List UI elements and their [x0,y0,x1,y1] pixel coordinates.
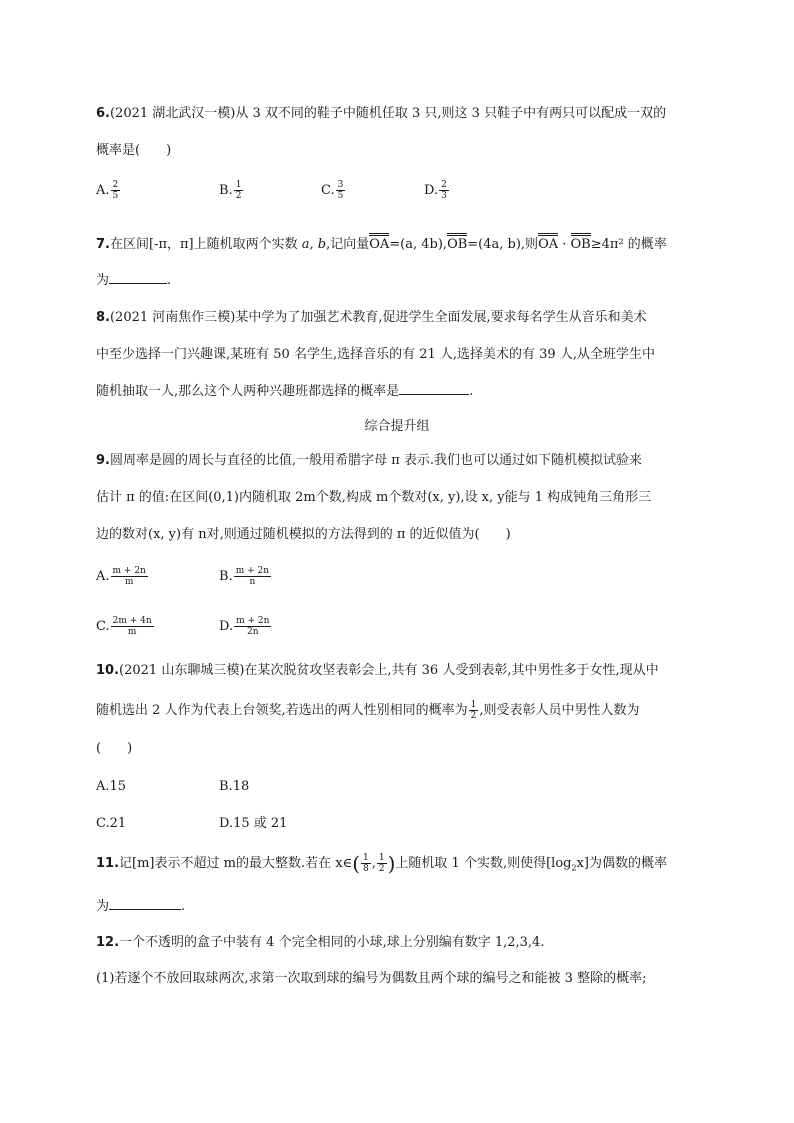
question-number: 10. [96,663,120,678]
question-text: (2021 山东聊城三模)在某次脱贫攻坚表彰会上,共有 36 人受到表彰,其中男性多于女性,现从中 [119,663,659,678]
q9-line3: 边的数对(x, y)有 n对,则通过随机模拟的方法得到的 π 的近似值为( ) [96,527,511,542]
question-text: 为 [96,273,110,288]
question-text: 一个不透明的盒子中装有 4 个完全相同的小球,球上分别编有数字 1,2,3,4. [119,935,545,950]
q8-line1 [96,309,647,327]
question-text: . [181,899,186,914]
section-title: 综合提升组 [364,419,430,434]
option-fraction: $\frac{m + 2n}{m}$ [112,566,146,587]
question-text: 在区间[-π，π]上随机取两个实数 [109,237,298,252]
question-number: 9. [96,453,110,468]
q6-line2: 概率是( ) [96,143,172,158]
q10-option-b [219,778,249,796]
question-text: ,则受表彰人员中男性人数为 [479,703,640,718]
q10-option-a [96,778,126,796]
q7-line2 [96,272,171,290]
q6-option-b [219,180,244,201]
option-label: C. [96,816,110,831]
question-text: 随机选出 2 人作为代表上台领奖,若选出的两人性别相同的概率为 [96,703,468,718]
question-number: 12. [96,935,120,950]
math-variables: a, b [301,237,327,252]
option-fraction: $\frac{m + 2n}{n}$ [235,566,270,587]
q10-line3: ( ) [96,741,133,756]
interval-paren: ( [352,851,360,876]
q9-option-d [219,616,272,637]
q12-line2: (1)若逐个不放回取球两次,求第一次取到球的编号为偶数且两个球的编号之和能被 3 整除的概率; [96,971,647,986]
q10-line2 [96,700,640,721]
question-text: =(4a, b),则 [467,237,539,252]
option-label: A. [96,183,110,198]
q6-line1 [96,105,666,123]
vector-oa: OA [538,233,558,254]
option-label: B. [219,569,233,584]
option-fraction: $\frac{m + 2n}{2n}$ [236,616,270,637]
option-text: 15 或 21 [233,816,288,831]
vector-ob: OB [447,233,467,254]
option-label: A. [96,569,110,584]
option-label: B. [219,183,233,198]
q6-option-d [424,180,450,201]
option-label: D. [219,816,234,831]
question-text: 记[m]表示不超过 m的最大整数.若在 x∈ [119,856,353,871]
q6-option-a [96,180,121,201]
answer-blank[interactable] [109,283,167,284]
option-text: 15 [109,779,127,794]
q11-line2 [96,898,185,916]
option-text: 21 [109,816,127,831]
question-number: 7. [96,237,110,252]
question-text: ≥4π² 的概率 [590,237,667,252]
answer-blank[interactable] [109,909,181,910]
option-label: B. [219,779,233,794]
q9-option-a [96,566,149,587]
q8-line3 [96,383,473,401]
q10-option-c [96,815,126,833]
vector-ob: OB [571,233,591,254]
option-fraction: $\frac{3}{5}$ [337,180,344,201]
question-text: ,记向量 [326,237,370,252]
question-number: 8. [96,310,110,325]
q8-line2: 中至少选择一门兴趣课,某班有 50 名学生,选择音乐的有 21 人,选择美术的有 39 人,从全班学生中 [96,347,655,362]
inline-fraction: $\frac{1}{2}$ [378,853,385,874]
question-text: (2021 湖北武汉一模)从 3 双不同的鞋子中随机任取 3 只,则这 3 只鞋子中有两只可以配成一双的 [109,106,667,121]
q9-line1 [96,452,642,470]
question-text: x]为偶数的概率 [576,856,667,871]
question-text: 圆周率是圆的周长与直径的比值,一般用希腊字母 π 表示.我们也可以通过如下随机模拟试验来 [109,453,643,468]
q6-option-c [321,180,346,201]
question-text: =(a, 4b), [389,237,448,252]
question-text: . [469,384,474,399]
q10-line1 [96,662,659,680]
option-label: C. [321,183,335,198]
option-label: D. [219,619,234,634]
q7-line1 [96,233,667,254]
q9-option-c [96,616,155,637]
option-label: C. [96,619,110,634]
option-fraction: $\frac{2m + 4n}{m}$ [112,616,152,637]
question-number: 6. [96,106,110,121]
question-number: 11. [96,856,120,871]
question-text: 上随机取 1 个实数,则使得[log [395,856,572,871]
option-label: A. [96,779,110,794]
option-fraction: $\frac{1}{2}$ [235,180,242,201]
option-fraction: $\frac{2}{3}$ [441,180,447,201]
log-subscript: 2 [571,863,577,873]
question-text: . [167,273,172,288]
option-fraction: $\frac{2}{5}$ [112,180,119,201]
q9-option-b [219,566,272,587]
question-text: 为 [96,899,110,914]
option-text: 18 [232,779,250,794]
inline-fraction: $\frac{1}{2}$ [470,700,477,721]
q10-option-d [219,815,287,833]
option-label: D. [424,183,439,198]
answer-blank[interactable] [399,394,469,395]
q12-line1 [96,934,544,952]
question-text: 随机抽取一人,那么这个人两种兴趣班都选择的概率是 [96,384,400,399]
question-text: (2021 河南焦作三模)某中学为了加强艺术教育,促进学生全面发展,要求每名学生从音乐和美术 [109,310,647,325]
question-text: , [371,856,376,871]
q11-line1 [96,853,667,878]
q9-line2: 估计 π 的值:在区间(0,1)内随机取 2m个数,构成 m个数对(x, y),设 x, y能与 1 构成钝角三角形三 [96,490,652,505]
dot-operator: · [558,237,571,252]
interval-paren: ) [387,851,396,876]
inline-fraction: $\frac{1}{8}$ [363,853,369,874]
vector-oa: OA [369,233,389,254]
